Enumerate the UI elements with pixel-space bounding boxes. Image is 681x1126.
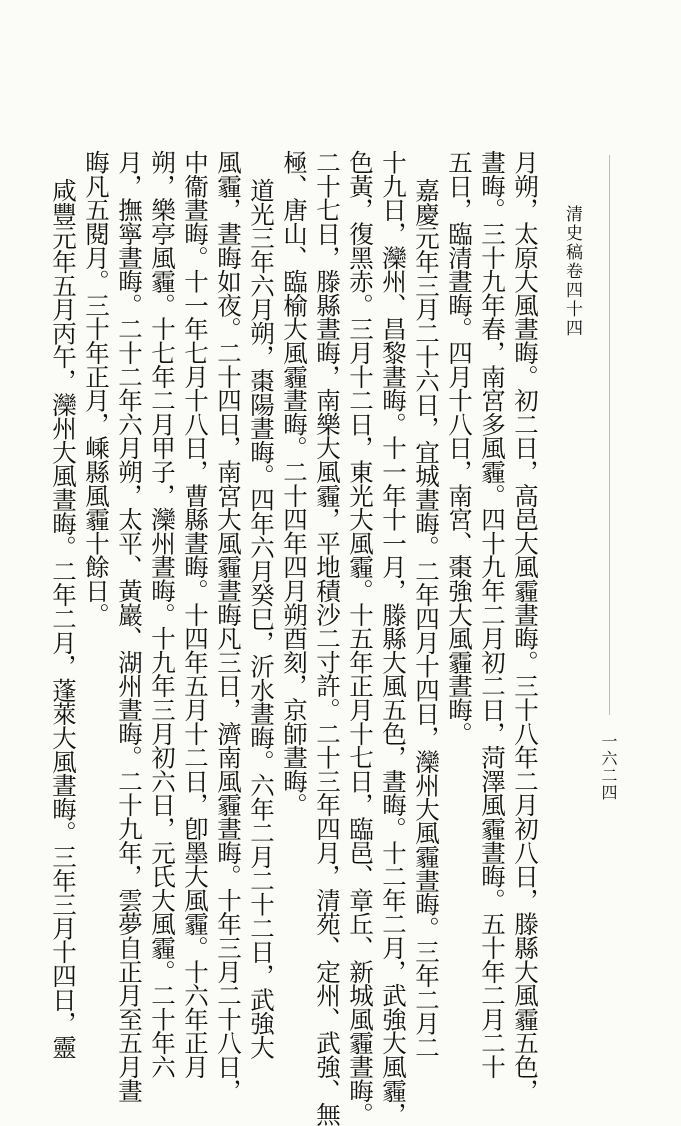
text-column: 晦凡五閱月。三十年正月，嵊縣風霾十餘日。 <box>82 150 111 627</box>
text-column: 極、唐山、臨榆大風霾晝晦。二十四年四月朔酉刻，京師晝晦。 <box>280 150 309 817</box>
text-column: 咸豐元年五月丙午，灤州大風晝晦。二年二月，蓬萊大風晝晦。三年三月十四日，靈 <box>49 178 78 1059</box>
text-column: 道光三年六月朔，棗陽晝晦。四年六月癸巳，沂水晝晦。六年二月二十二日，武強大 <box>247 178 276 1059</box>
text-column: 十九日，灤州、昌黎晝晦。十一年十一月，滕縣大風五色，晝晦。十二年二月，武強大風霾， <box>379 150 408 1126</box>
text-column: 朔，樂亭風霾。十七年二月甲子，灤州晝晦。十九年三月初六日，元氏大風霾。二十年六 <box>148 150 177 1079</box>
text-column: 月朔，太原大風晝晦。初二日，高邑大風霾晝晦。三十八年二月初八日，滕縣大風霾五色， <box>511 150 540 1103</box>
text-column: 風霾，晝晦如夜。二十四日，南宮大風霾晝晦凡三日，濟南風霾晝晦。十年三月二十八日， <box>214 150 243 1103</box>
text-column: 色黃，復黑赤。三月十二日，東光大風霾。十五年正月十七日，臨邑、章丘、新城風霾晝晦。 <box>346 150 375 1126</box>
running-header-title: 清史稿卷四十四 <box>562 205 582 338</box>
text-column: 二十七日，滕縣晝晦，南樂大風霾，平地積沙二寸許。二十三年四月，清苑、定州、武強、無 <box>313 150 342 1126</box>
text-column: 五日，臨清晝晦。四月十八日，南宮、棗強大風霾晝晦。 <box>445 150 474 746</box>
header-divider <box>609 155 610 715</box>
text-column: 月，撫寧晝晦。二十二年六月朔，太平、黃巖、湖州晝晦。二十九年，雲夢自正月至五月晝 <box>115 150 144 1103</box>
text-column: 晝晦。三十九年春，南宮多風霾。四十九年二月初二日，菏澤風霾晝晦。五十年二月二十 <box>478 150 507 1079</box>
text-column: 中衞晝晦。十一年七月十八日，曹縣晝晦。十四年五月十二日，卽墨大風霾。十六年正月 <box>181 150 210 1079</box>
page-number: 一六二四 <box>599 733 618 801</box>
text-column: 嘉慶元年三月二十六日，宜城晝晦。二年四月十四日，灤州大風霾晝晦。三年二月二 <box>412 178 441 1059</box>
